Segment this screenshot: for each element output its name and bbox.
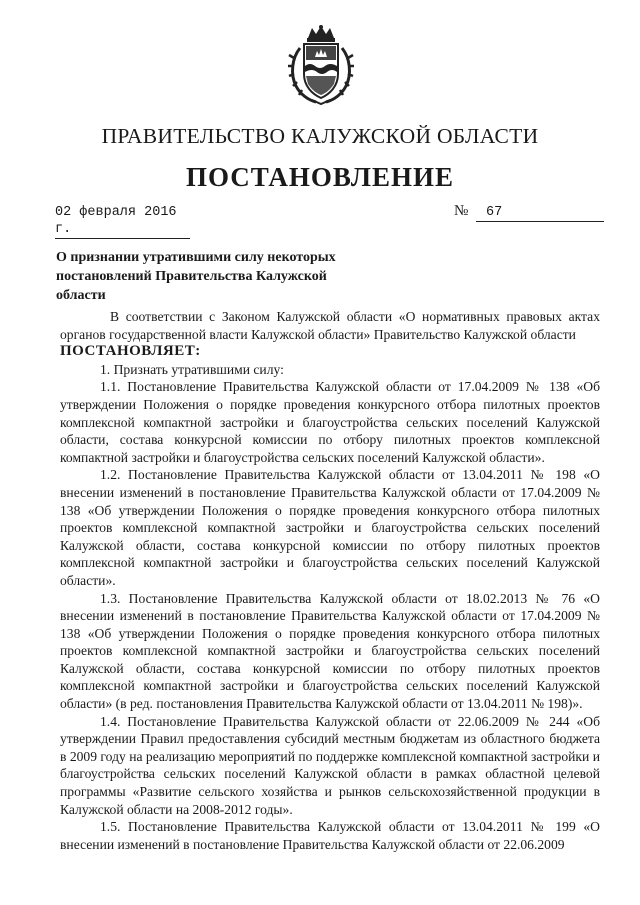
document-type-heading: ПОСТАНОВЛЕНИЕ	[185, 162, 455, 192]
document-body	[60, 308, 600, 853]
document-subject	[56, 248, 346, 305]
subitem-paragraph: 1.4. Постановление Правительства Калужской области от 22.06.2009 № 244 «Об утверждении Правил предоставления субсидий местным бюджетам из областного бюджета в 2009 году на реализацию мероприятий по поддержке комплексной компактной застройки и благоустройства сельских поселений Калужской области в рамках областной целевой программы «Развитие сельского хозяйства и рынков сельскохозяйственной продукции в Калужской области на 2008-2012 годы».	[60, 713, 600, 817]
subject-line: постановлений Правительства Калужской	[56, 269, 327, 284]
subject-line: области	[56, 288, 106, 303]
item-paragraph: 1. Признать утратившими силу:	[100, 361, 284, 377]
number-sign: №	[454, 203, 469, 219]
subitem-paragraph: 1.5. Постановление Правительства Калужской области от 13.04.2011 № 199 «О внесении изменений в постановление Правительства Калужской области от 22.06.2009	[60, 819, 600, 852]
subitem-paragraph: 1.2. Постановление Правительства Калужской области от 13.04.2011 № 198 «О внесении изменений в постановление Правительства Калужской области от 17.04.2009 № 138 «Об утверждении Положения о порядке проведения конкурсного отбора пилотных проектов комплексной компактной застройки и благоустройства сельских поселений Калужской области, состава конкурсной комиссии по отбору пилотных проектов комплексной компактной застройки и благоустройства сельских поселений Калужской области».	[60, 467, 600, 588]
government-title: ПРАВИТЕЛЬСТВО КАЛУЖСКОЙ ОБЛАСТИ	[101, 124, 539, 148]
document-number: 67	[476, 204, 604, 222]
subitem-paragraph: 1.3. Постановление Правительства Калужской области от 18.02.2013 № 76 «О внесении изменений в постановление Правительства Калужской области от 17.04.2009 № 138 «Об утверждении Положения о порядке проведения конкурсного отбора пилотных проектов комплексной компактной застройки и благоустройства сельских поселений Калужской области, состава конкурсной комиссии по отбору пилотных проектов комплексной компактной застройки и благоустройства сельских поселений Калужской области» (в ред. постановления Правительства Калужской области от 13.04.2011 № 198)».	[60, 590, 600, 712]
document-date: 02 февраля 2016 г.	[55, 204, 190, 239]
subject-line: О признании утратившими силу некоторых	[56, 250, 336, 265]
subitem-paragraph: 1.1. Постановление Правительства Калужской области от 17.04.2009 № 138 «Об утверждении Положения о порядке проведения конкурсного отбора пилотных проектов комплексной компактной застройки и благоустройства сельских поселений Калужской области, состава конкурсной комиссии по отбору пилотных проектов комплексной компактной застройки и благоустройства сельских поселений Калужской области».	[60, 379, 600, 465]
coat-of-arms-icon	[286, 24, 356, 106]
preamble-paragraph: В соответствии с Законом Калужской области «О нормативных правовых актах органов государственной власти Калужской области» Правительство Калужской области	[60, 309, 600, 342]
resolves-heading: ПОСТАНОВЛЯЕТ:	[60, 343, 201, 360]
